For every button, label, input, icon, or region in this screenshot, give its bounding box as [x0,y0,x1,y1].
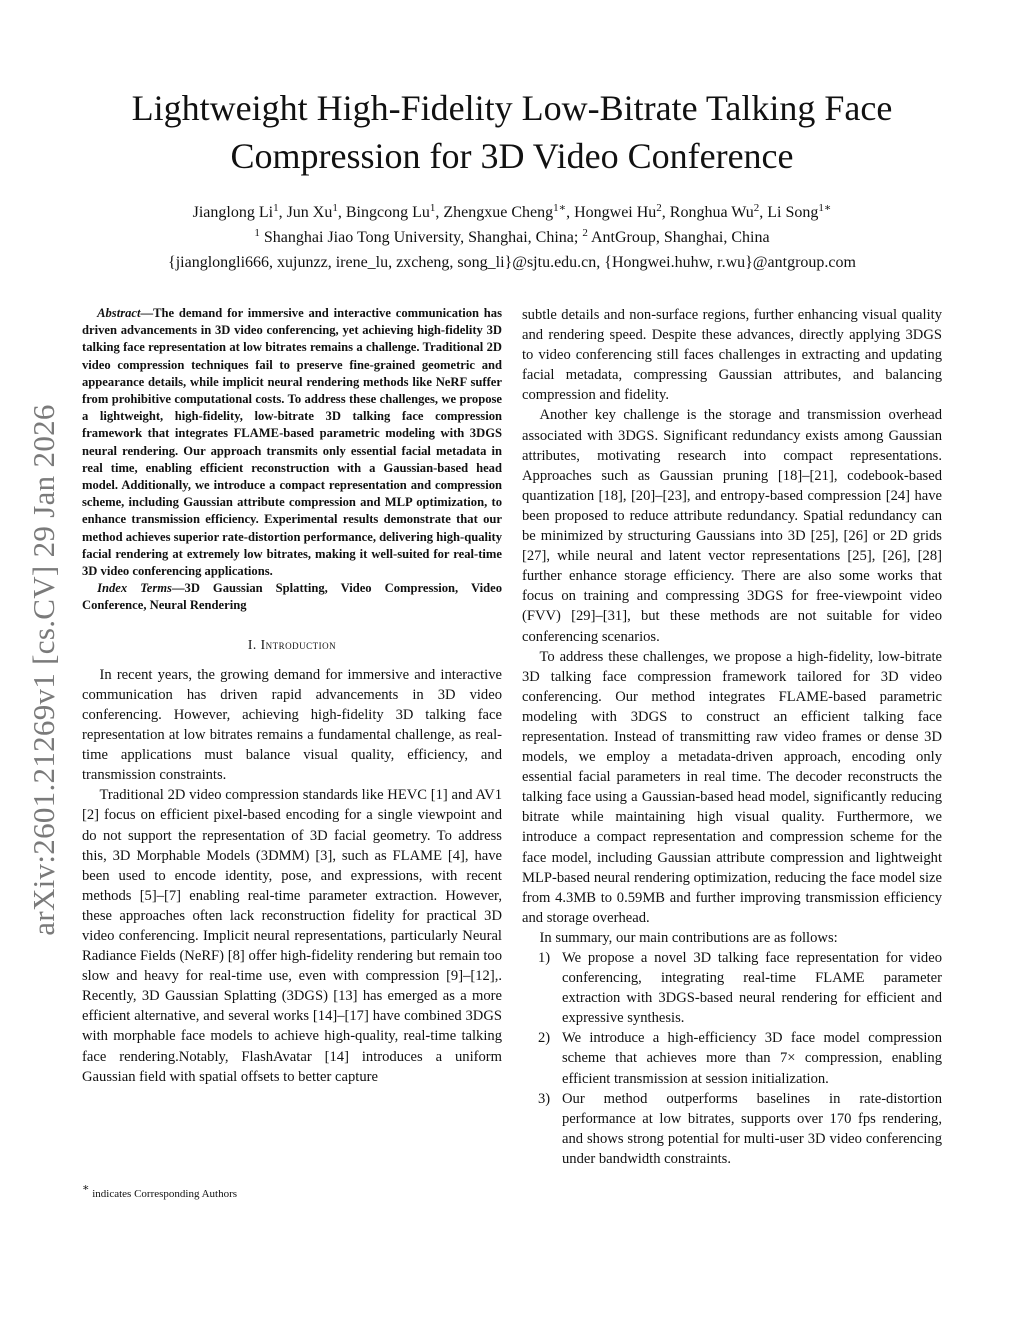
affiliations [60,225,964,250]
list-number: 2) [538,1030,551,1047]
author-name: Jun Xu [286,204,333,221]
contributions-list [522,948,942,1169]
author-name: Hongwei Hu [574,204,657,221]
abstract [82,305,502,580]
paragraph: subtle details and non-surface regions, further enhancing visual quality and rendering speed. Despite these advances, directly applying 3DGS to video conferencing still faces challenges in extracting and updating facial metadata, compressing Gaussian attributes, and balancing compression and fidelity. [522,307,942,404]
paragraph: Traditional 2D video compression standards like HEVC [1] and AV1 [2] focus on efficient pixel-based encoding for a single viewpoint and do not support the representation of 3D facial geometry. To address this, 3D Morphable Models (3DMM) [3], such as FLAME [4], have been used to encode identity, pose, and expressions, with recent methods [5]–[7] enabling real-time parameter extraction. However, these approaches often lack reconstruction fidelity for practical 3D video conferencing. Implicit neural representations, particularly Neural Radiance Fields (NeRF) [8] offer high-fidelity rendering but remain too slow and heavy for real-time use, even with compression [9]–[12],. Recently, 3D Gaussian Splatting (3DGS) [13] has emerged as a more efficient alternative, and several works [14]–[17] have combined 3DGS with morphable face models to achieve high-quality, real-time talking face rendering.Notably, FlashAvatar [14] introduces a uniform Gaussian field with spatial offsets to better capture [82,787,502,1085]
affil-mark: 1 [429,202,436,214]
affil-mark: 2 [582,227,588,239]
paragraph: In recent years, the growing demand for immersive and interactive communication has driven rapid advancements in 3D video conferencing. However, achieving high-fidelity 3D talking face representation at low bitrates remains a fundamental challenge, as real-time applications must balance visual quality, efficiency, and transmission constraints. [82,666,502,784]
affil-mark: 2 [656,202,662,214]
paragraph: Another key challenge is the storage and transmission overhead associated with 3DGS. Significant redundancy exists among Gaussian attributes, motivating research into compact representations. Approaches such as Gaussian pruning [18]–[21], codebook-based quantization [18], [20]–[23], and entropy-based compression [24] have been proposed to reduce attribute redundancy. Spatial redundancy can be minimized by structuring Gaussians into 3D [25], [26] or 2D grids [27], while neural and latent vector representations [25], [26], [28] further enhance storage efficiency. There are also some works that focus on training and compressing 3DGS for free-viewpoint video (FVV) [29]–[31], but these methods are not suitable for video conferencing scenarios. [522,407,942,645]
author-name: Jianglong Li [192,204,274,221]
list-number: 1) [538,950,551,966]
list-text: Our method outperforms baselines in rate-distortion performance at low bitrates, supports over 170 fps rendering, and shows strong potential for multi-user 3D video conferencing under bandwidth constraints. [562,1090,942,1167]
abstract-label: Abstract [97,306,141,320]
title-line-2: Compression for 3D Video Conference [230,136,794,176]
arxiv-watermark [14,370,74,970]
left-column [82,305,502,1087]
footnote-text: indicates Corresponding Authors [92,1188,238,1200]
list-item [522,1089,942,1169]
affiliation-2: AntGroup, Shanghai, China [590,229,770,246]
footnote-mark: ∗ [82,1182,90,1194]
list-item [522,1028,942,1088]
list-item [522,948,942,1028]
affil-mark: 1 [273,202,279,214]
title-line-1: Lightweight High-Fidelity Low-Bitrate Talking Face [131,88,893,128]
footnote [82,1182,238,1201]
list-text: We propose a novel 3D talking face representation for video conferencing, integrating real-time FLAME parameter extraction with 3DGS-based neural rendering for efficient and expressive synthesis. [562,950,942,1027]
affil-mark: 1∗ [553,202,567,214]
arxiv-id: arXiv:2601.21269v1 [cs.CV] 29 Jan 2026 [26,404,61,936]
author-block [60,200,964,275]
affil-mark: 2 [753,202,760,214]
author-name: Li Song [767,204,819,221]
index-terms-label: Index Terms [97,581,172,596]
author-emails: {jianglongli666, xujunzz, irene_lu, zxcheng, song_li}@sjtu.edu.cn, {Hongwei.huhw, r.wu}@antgroup.com [168,254,856,271]
paragraph: To address these challenges, we propose a high-fidelity, low-bitrate 3D talking face compression framework tailored for 3D video conferencing. Our method integrates FLAME-based parametric modeling with 3DGS to construct an efficient talking face representation. Instead of transmitting raw video frames or dense 3D models, we employ a metadata-driven approach, encoding only essential facial parameters in real time. The decoder reconstructs the talking face using a Gaussian-based head model, significantly reducing bitrate while maintaining high visual quality. Furthermore, we introduce a compact representation and compression scheme for the face model, including Gaussian attribute compression and lightweight MLP-based neural rendering optimization, reducing the face model size from 4.3MB to 0.59MB and further improving transmission efficiency and storage overhead. [522,648,942,926]
affil-mark: 1 [254,227,260,239]
author-name: Ronghua Wu [669,204,754,221]
list-text: We introduce a high-efficiency 3D face model compression scheme that achieves more than 7× compression, enabling efficient transmission at session initialization. [562,1030,942,1087]
author-name: Zhengxue Cheng [443,204,554,221]
section-heading: I. Introduction [247,636,337,652]
list-number: 3) [538,1090,551,1107]
index-terms-text: —3D Gaussian Splatting, Video Compression, Video Conference, Neural Rendering [82,581,502,613]
index-terms [82,580,502,614]
affil-mark: 1∗ [818,202,832,214]
paragraph: In summary, our main contributions are as follows: [539,929,838,946]
affiliation-1: Shanghai Jiao Tong University, Shanghai, China; [263,229,579,246]
paper-title [60,84,964,180]
right-column [522,305,942,1169]
author-names: Jianglong Li$^1$, Jun Xu$^1$, Bingcong Lu$^1$, Zhengxue Cheng$^{1∗}$, Hongwei Hu$^2$, Ronghua Wu$^2$, Li Song$^{1∗}$ [192,202,832,221]
author-name: Bingcong Lu [345,204,430,221]
affil-mark: 1 [332,202,338,214]
abstract-text: —The demand for immersive and interactive communication has driven advancements in 3D video conferencing, yet achieving high-fidelity 3D talking face representation at low bitrates remains a challenge. Traditional 2D video compression techniques fail to preserve fine-grained geometric and appearance details, while implicit neural rendering methods like NeRF suffer from prohibitive computational costs. To address these challenges, we propose a lightweight, high-fidelity, low-bitrate 3D talking face compression framework that integrates FLAME-based parametric modeling with 3DGS neural rendering. Our approach transmits only essential facial metadata in real time, enabling efficient reconstruction with a Gaussian-based head model. Additionally, we introduce a compact representation and compression scheme, including Gaussian attribute compression and MLP optimization, to enhance transmission efficiency. Experimental results demonstrate that our method achieves superior rate-distortion performance, delivering high-quality facial rendering at extremely low bitrates, making it well-suited for real-time 3D video conferencing applications. [82,306,502,579]
